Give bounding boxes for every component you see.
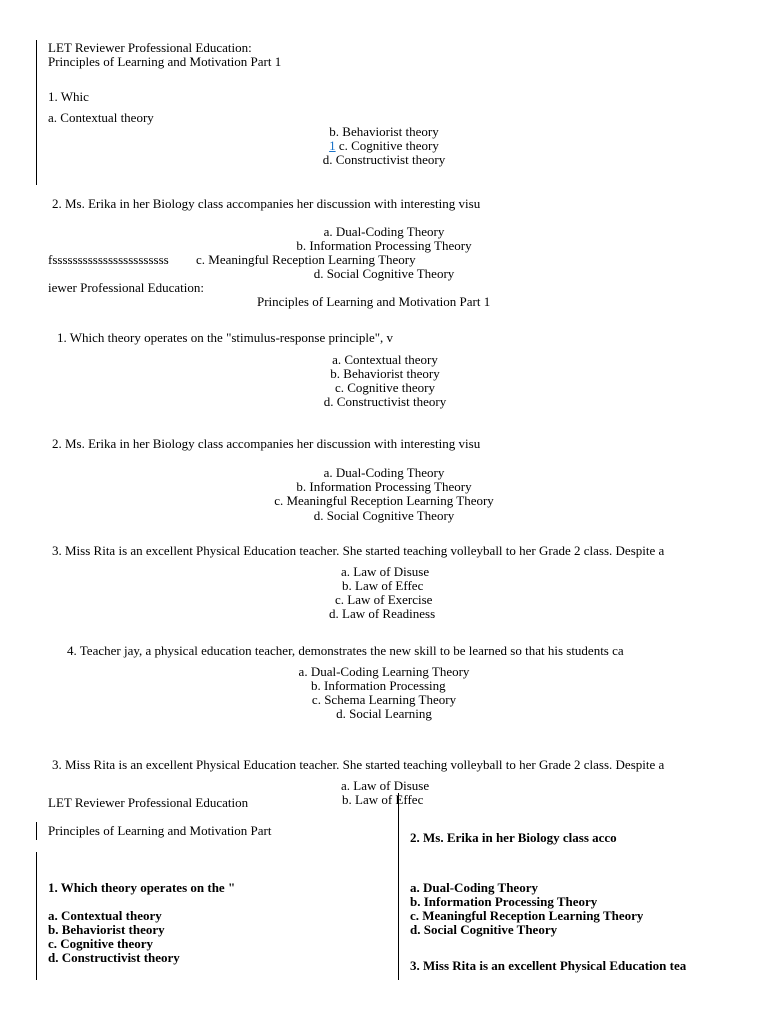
question-2-stem: 2. Ms. Erika in her Biology class accompanies her discussion with interesting visu bbox=[52, 437, 481, 451]
question-4-option-c: c. Schema Learning Theory bbox=[311, 693, 457, 707]
question-3-option-c: c. Law of Exercise bbox=[335, 593, 433, 607]
stray-filler-text: fsssssssssssssssssssssss bbox=[48, 253, 169, 267]
question-2-option-c: c. Meaningful Reception Learning Theory bbox=[410, 909, 644, 923]
question-1-option-b: b. Behaviorist theory bbox=[329, 125, 439, 139]
doc-title-line2: Principles of Learning and Motivation Part bbox=[48, 824, 272, 838]
doc-title-line2: Principles of Learning and Motivation Part 1 bbox=[48, 55, 282, 69]
question-2-stem: 2. Ms. Erika in her Biology class acco bbox=[410, 831, 617, 845]
question-1-option-d: d. Constructivist theory bbox=[48, 951, 180, 965]
left-margin-rule bbox=[36, 822, 37, 840]
question-1-option-c: c. Cognitive theory bbox=[338, 139, 439, 153]
question-2-option-d: d. Social Cognitive Theory bbox=[313, 267, 455, 281]
question-2-option-c: c. Meaningful Reception Learning Theory bbox=[196, 253, 416, 267]
question-4-stem: 4. Teacher jay, a physical education teacher, demonstrates the new skill to be learned so that his students ca bbox=[67, 644, 624, 658]
question-1-option-d: d. Constructivist theory bbox=[323, 395, 447, 409]
question-1-stem: 1. Which theory operates on the " bbox=[48, 881, 236, 895]
question-1-option-b: b. Behaviorist theory bbox=[48, 923, 165, 937]
question-1-option-a: a. Contextual theory bbox=[48, 909, 162, 923]
question-4-option-a: a. Dual-Coding Learning Theory bbox=[298, 665, 470, 679]
question-2-option-a: a. Dual-Coding Theory bbox=[323, 225, 445, 239]
question-2-option-a: a. Dual-Coding Theory bbox=[410, 881, 538, 895]
question-3-stem: 3. Miss Rita is an excellent Physical Education tea bbox=[410, 959, 687, 973]
question-2-option-d: d. Social Cognitive Theory bbox=[313, 509, 455, 523]
question-3-option-b-repeat: b. Law of Effec bbox=[342, 793, 424, 807]
question-1-option-b: b. Behaviorist theory bbox=[330, 367, 440, 381]
question-2-stem: 2. Ms. Erika in her Biology class accompanies her discussion with interesting visu bbox=[52, 197, 481, 211]
question-2-option-d: d. Social Cognitive Theory bbox=[410, 923, 558, 937]
doc-title-line1: LET Reviewer Professional Education bbox=[48, 796, 249, 810]
doc-title-line2: Principles of Learning and Motivation Part 1 bbox=[257, 295, 491, 309]
question-2-option-b: b. Information Processing Theory bbox=[410, 895, 598, 909]
question-3-option-d: d. Law of Readiness bbox=[329, 607, 436, 621]
question-4-option-d: d. Social Learning bbox=[336, 707, 432, 721]
question-1-option-c: c. Cognitive theory bbox=[334, 381, 435, 395]
question-2-option-c: c. Meaningful Reception Learning Theory bbox=[274, 494, 494, 508]
footnote-link[interactable]: 1 bbox=[329, 139, 336, 153]
question-1-option-c-line bbox=[0, 139, 768, 153]
question-3-option-a-repeat: a. Law of Disuse bbox=[341, 779, 430, 793]
question-2-option-b: b. Information Processing Theory bbox=[296, 480, 472, 494]
question-3-stem: 3. Miss Rita is an excellent Physical Education teacher. She started teaching volleyball to her Grade 2 class. Despite a bbox=[52, 544, 665, 558]
question-1-option-c: c. Cognitive theory bbox=[48, 937, 154, 951]
question-1-option-a: a. Contextual theory bbox=[48, 111, 154, 125]
question-1-stem: 1. Whic bbox=[48, 90, 89, 104]
column-divider-rule bbox=[398, 793, 399, 980]
question-1-option-d: d. Constructivist theory bbox=[322, 153, 446, 167]
question-3-option-b: b. Law of Effec bbox=[342, 579, 424, 593]
question-1-option-a: a. Contextual theory bbox=[332, 353, 438, 367]
question-2-option-a: a. Dual-Coding Theory bbox=[323, 466, 445, 480]
question-3-option-a: a. Law of Disuse bbox=[341, 565, 430, 579]
question-4-option-b: b. Information Processing bbox=[311, 679, 446, 693]
left-margin-rule bbox=[36, 852, 37, 980]
doc-title-line1: LET Reviewer Professional Education: bbox=[48, 41, 252, 55]
question-1-stem: 1. Which theory operates on the "stimulus-response principle", v bbox=[57, 331, 394, 345]
doc-title-line1: iewer Professional Education: bbox=[48, 281, 204, 295]
question-2-option-b: b. Information Processing Theory bbox=[296, 239, 472, 253]
question-3-stem-repeat: 3. Miss Rita is an excellent Physical Education teacher. She started teaching volleyball to her Grade 2 class. Despite a bbox=[52, 758, 665, 772]
